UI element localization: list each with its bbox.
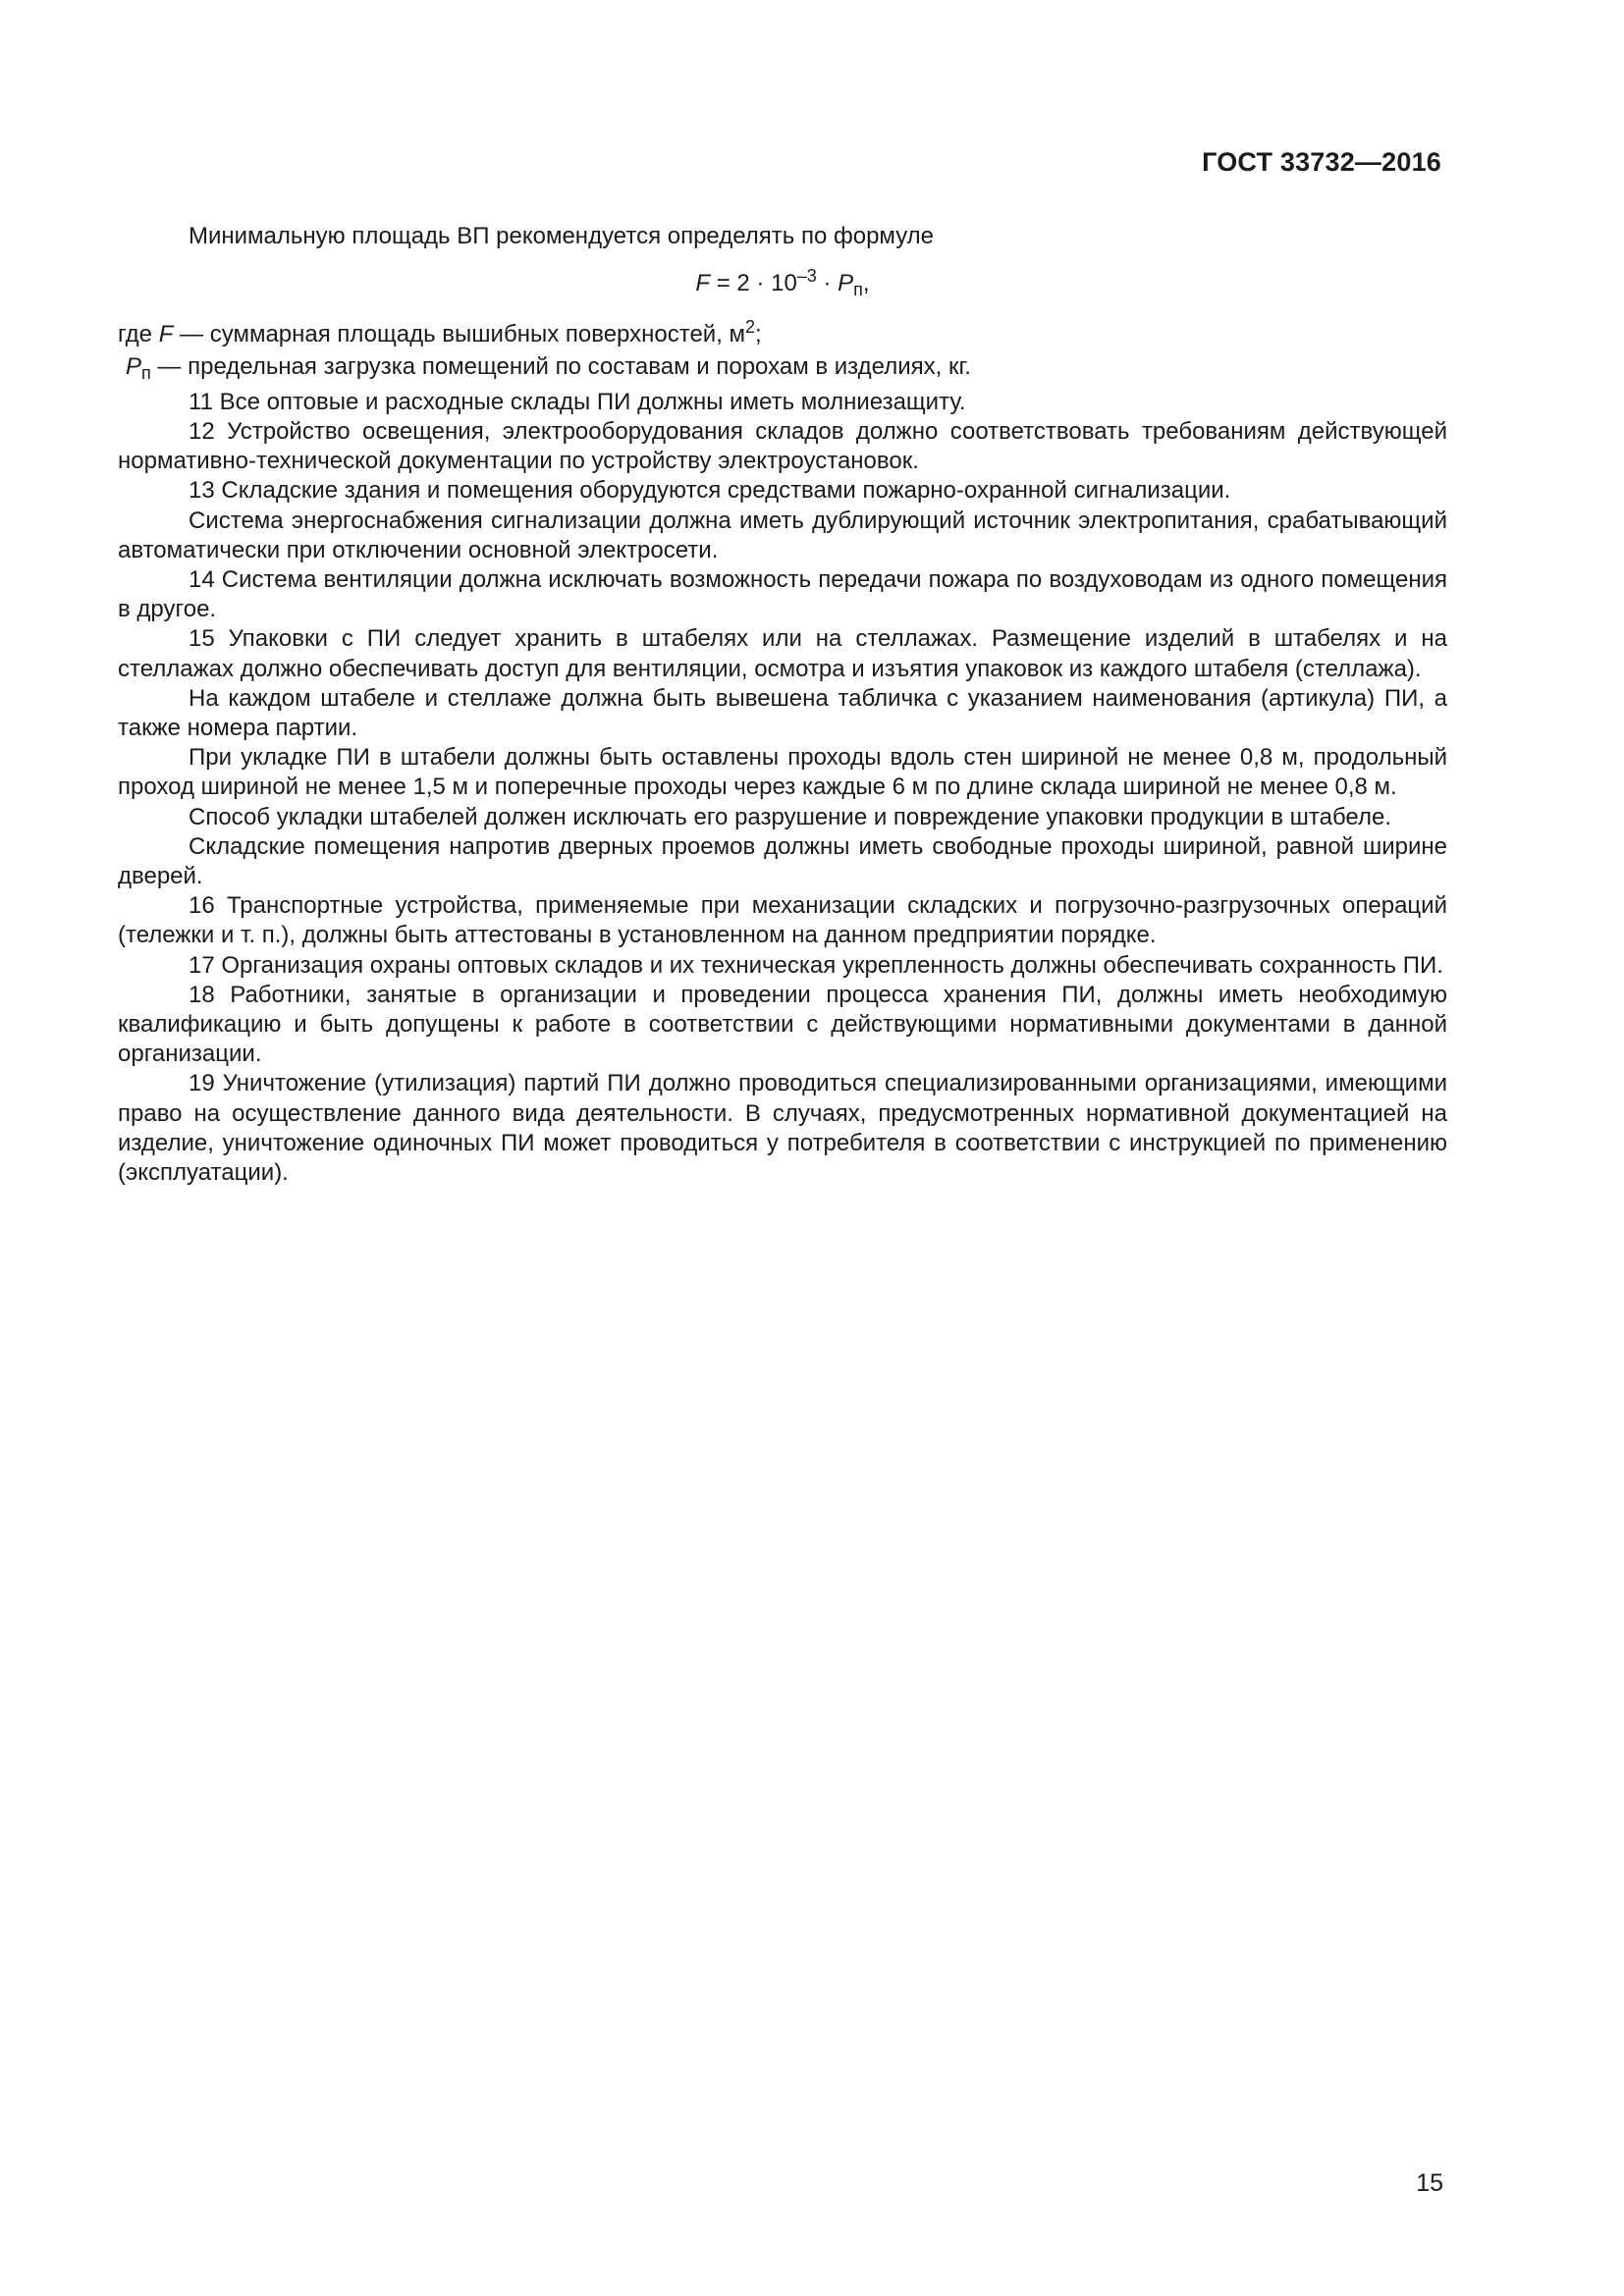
paragraph: 19 Уничтожение (утилизация) партий ПИ должно проводиться специализированными организациями, имеющими право на осуществление данного вида деятельности. В случаях, предусмотренных нормативной документацией на изделие, уничтожение одиночных ПИ может проводиться у потребителя в соответствии с инструкцией по применению (эксплуатации). <box>118 1070 1447 1187</box>
definition-p <box>118 352 1447 388</box>
paragraph: 17 Организация охраны оптовых складов и их техническая укрепленность должны обеспечивать сохранность ПИ. <box>189 951 1443 979</box>
document-code: ГОСТ 33732—2016 <box>1202 147 1441 177</box>
paragraph: 13 Складские здания и помещения оборудуются средствами пожарно-охранной сигнализации. <box>189 477 1231 505</box>
paragraph: 14 Система вентиляции должна исключать возможность передачи пожара по воздуховодам из одного помещения в другое. <box>118 566 1447 623</box>
definition-f-text: — суммарная площадь вышибных поверхностей, м <box>173 321 746 348</box>
definition-f-end: ; <box>755 321 762 348</box>
formula-lhs: F <box>695 270 711 297</box>
paragraph: Складские помещения напротив дверных проемов должны иметь свободные проходы шириной, равной ширине дверей. <box>118 832 1447 890</box>
formula-exponent: –3 <box>796 266 817 287</box>
paragraph: 15 Упаковки с ПИ следует хранить в штабелях или на стеллажах. Размещение изделий в штабелях и на стеллажах должно обеспечивать доступ для вентиляции, осмотра и изъятия упаковок из каждого штабеля (стеллажа). <box>118 625 1447 682</box>
definition-prefix: где <box>118 321 159 348</box>
paragraph: При укладке ПИ в штабели должны быть оставлены проходы вдоль стен шириной не менее 0,8 м, продольный проход шириной не менее 1,5 м и поперечные проходы через каждые 6 м по длине склада шириной не менее 0,8 м. <box>118 744 1447 801</box>
definition-p-sub: п <box>141 362 151 383</box>
paragraph: 12 Устройство освещения, электрооборудования складов должно соответствовать требованиям действующей нормативно-технической документации по устройству электроустановок. <box>118 418 1447 475</box>
formula <box>118 261 1447 304</box>
formula-subscript: п <box>853 280 863 300</box>
paragraph: Система энергоснабжения сигнализации должна иметь дублирующий источник электропитания, срабатывающий автоматически при отключении основной электросети. <box>118 507 1447 563</box>
formula-definitions <box>118 312 1447 387</box>
definition-f-sup: 2 <box>745 317 756 338</box>
paragraph: 11 Все оптовые и расходные склады ПИ должны иметь молниезащиту. <box>189 388 966 415</box>
paragraph: 18 Работники, занятые в организации и проведении процесса хранения ПИ, должны иметь необходимую квалификацию и быть допущены к работе в соответствии с действующими нормативными документами в данной организации. <box>118 981 1447 1068</box>
page-number: 15 <box>1416 2169 1443 2197</box>
paragraph: Способ укладки штабелей должен исключать его разрушение и повреждение упаковки продукции в штабеле. <box>189 803 1391 830</box>
formula-mid: = 2 · 10 <box>710 270 797 297</box>
formula-var: P <box>838 270 854 297</box>
paragraph: На каждом штабеле и стеллаже должна быть вывешена табличка с указанием наименования (артикула) ПИ, а также номера партии. <box>118 684 1447 742</box>
formula-dot: · <box>816 270 839 297</box>
formula-trail: , <box>862 270 870 297</box>
paragraph: 16 Транспортные устройства, применяемые при механизации складских и погрузочно-разгрузочных операций (тележки и т. п.), должны быть аттестованы в установленном на данном предприятии порядке. <box>118 892 1447 949</box>
definition-f-var: F <box>158 321 174 348</box>
formula-intro: Минимальную площадь ВП рекомендуется определять по формуле <box>189 223 935 249</box>
document-body <box>118 222 1447 1188</box>
definition-p-text: — предельная загрузка помещений по составам и порохам в изделиях, кг. <box>150 352 971 380</box>
definition-f <box>118 312 1447 349</box>
definition-p-var: P <box>126 352 142 380</box>
